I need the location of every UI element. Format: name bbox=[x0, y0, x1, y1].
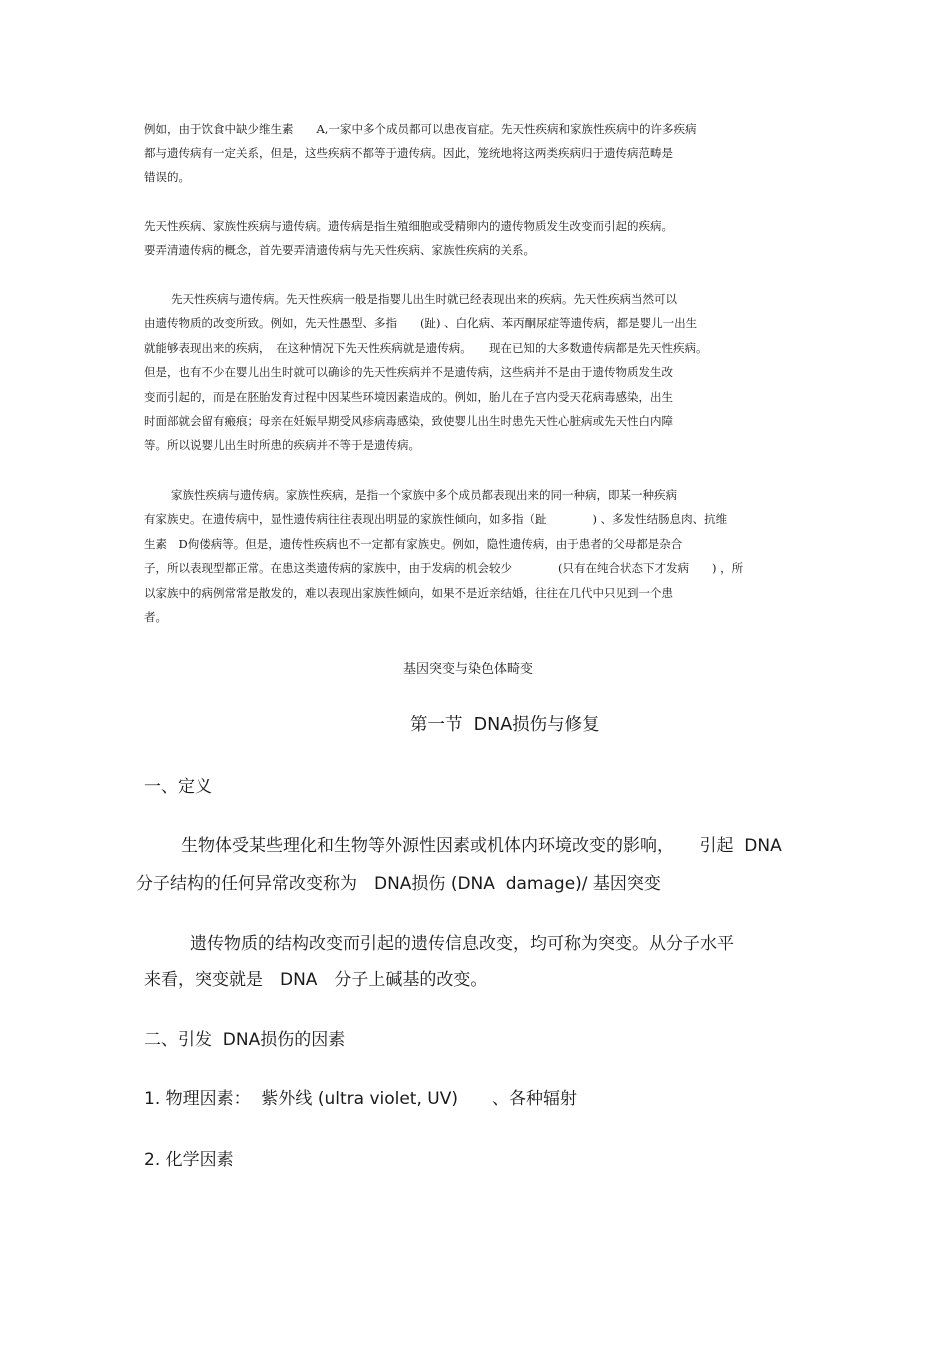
para3-line-5: 变而引起的，而是在胚胎发育过程中因某些环境因素造成的。例如，胎儿在子宫内受天花病毒感染，出生 bbox=[144, 390, 673, 404]
para4-line-1: 家族性疾病与遗传病。家族性疾病，是指一个家族中多个成员都表现出来的同一种病，即某一种疾病 bbox=[171, 488, 677, 502]
mutation-line-1: 遗传物质的结构改变而引起的遗传信息改变，均可称为突变。从分子水平 bbox=[190, 934, 734, 954]
para4-line-2: 有家族史。在遗传病中，显性遗传病往往表现出明显的家族性倾向，如多指（趾 ) 、多发性结肠息肉、抗维 bbox=[144, 512, 728, 526]
para1-line-3: 错误的。 bbox=[144, 170, 190, 184]
para3-line-4: 但是，也有不少在婴儿出生时就可以确诊的先天性疾病并不是遗传病，这些病并不是由于遗传物质发生改 bbox=[144, 365, 673, 379]
list-item-physical: 1. 物理因素： 紫外线 (ultra violet, UV) 、各种辐射 bbox=[144, 1089, 577, 1109]
definition-line-1: 生物体受某些理化和生物等外源性因素或机体内环境改变的影响， 引起 DNA bbox=[181, 836, 782, 856]
section-title: 第一节 DNA损伤与修复 bbox=[410, 715, 600, 735]
para1-line-1: 例如，由于饮食中缺少维生素 A,一家中多个成员都可以患夜盲症。先天性疾病和家族性疾病中的许多疾病 bbox=[144, 122, 697, 136]
para4-line-3: 生素 D佝偻病等。但是，遗传性疾病也不一定都有家族史。例如，隐性遗传病，由于患者的父母都是杂合 bbox=[144, 537, 683, 551]
para3-line-7: 等。所以说婴儿出生时所患的疾病并不等于是遗传病。 bbox=[144, 438, 420, 452]
para2-line-1: 先天性疾病、家族性疾病与遗传病。遗传病是指生殖细胞或受精卵内的遗传物质发生改变而引起的疾病。 bbox=[144, 219, 673, 233]
heading-dna-damage-factors: 二、引发 DNA损伤的因素 bbox=[144, 1030, 346, 1050]
heading-definition: 一、定义 bbox=[144, 777, 212, 797]
para4-line-5: 以家族中的病例常常是散发的，难以表现出家族性倾向，如果不是近亲结婚，往往在几代中只见到一个患 bbox=[144, 586, 673, 600]
definition-line-2: 分子结构的任何异常改变称为 DNA损伤 (DNA damage)/ 基因突变 bbox=[136, 874, 661, 894]
list-item-chemical: 2. 化学因素 bbox=[144, 1150, 234, 1170]
chapter-title: 基因突变与染色体畸变 bbox=[403, 662, 534, 677]
para2-line-2: 要弄清遗传病的概念，首先要弄清遗传病与先天性疾病、家族性疾病的关系。 bbox=[144, 243, 535, 257]
para1-line-2: 都与遗传病有一定关系，但是，这些疾病不都等于遗传病。因此，笼统地将这两类疾病归于遗传病范畴是 bbox=[144, 146, 673, 160]
para4-line-6: 者。 bbox=[144, 610, 167, 624]
para3-line-1: 先天性疾病与遗传病。先天性疾病一般是指婴儿出生时就已经表现出来的疾病。先天性疾病当然可以 bbox=[171, 292, 677, 306]
para3-line-2: 由遗传物质的改变所致。例如，先天性愚型、多指 (趾) 、白化病、苯丙酮尿症等遗传病，都是婴儿一出生 bbox=[144, 316, 698, 330]
para4-line-4: 子，所以表现型都正常。在患这类遗传病的家族中，由于发病的机会较少 (只有在纯合状态下才发病 ) ，所 bbox=[144, 561, 744, 575]
para3-line-6: 时面部就会留有瘢痕；母亲在妊娠早期受风疹病毒感染，致使婴儿出生时患先天性心脏病或先天性白内障 bbox=[144, 414, 673, 428]
para3-line-3: 就能够表现出来的疾病， 在这种情况下先天性疾病就是遗传病。 现在已知的大多数遗传病都是先天性疾病。 bbox=[144, 341, 708, 355]
mutation-line-2: 来看，突变就是 DNA 分子上碱基的改变。 bbox=[144, 970, 488, 990]
